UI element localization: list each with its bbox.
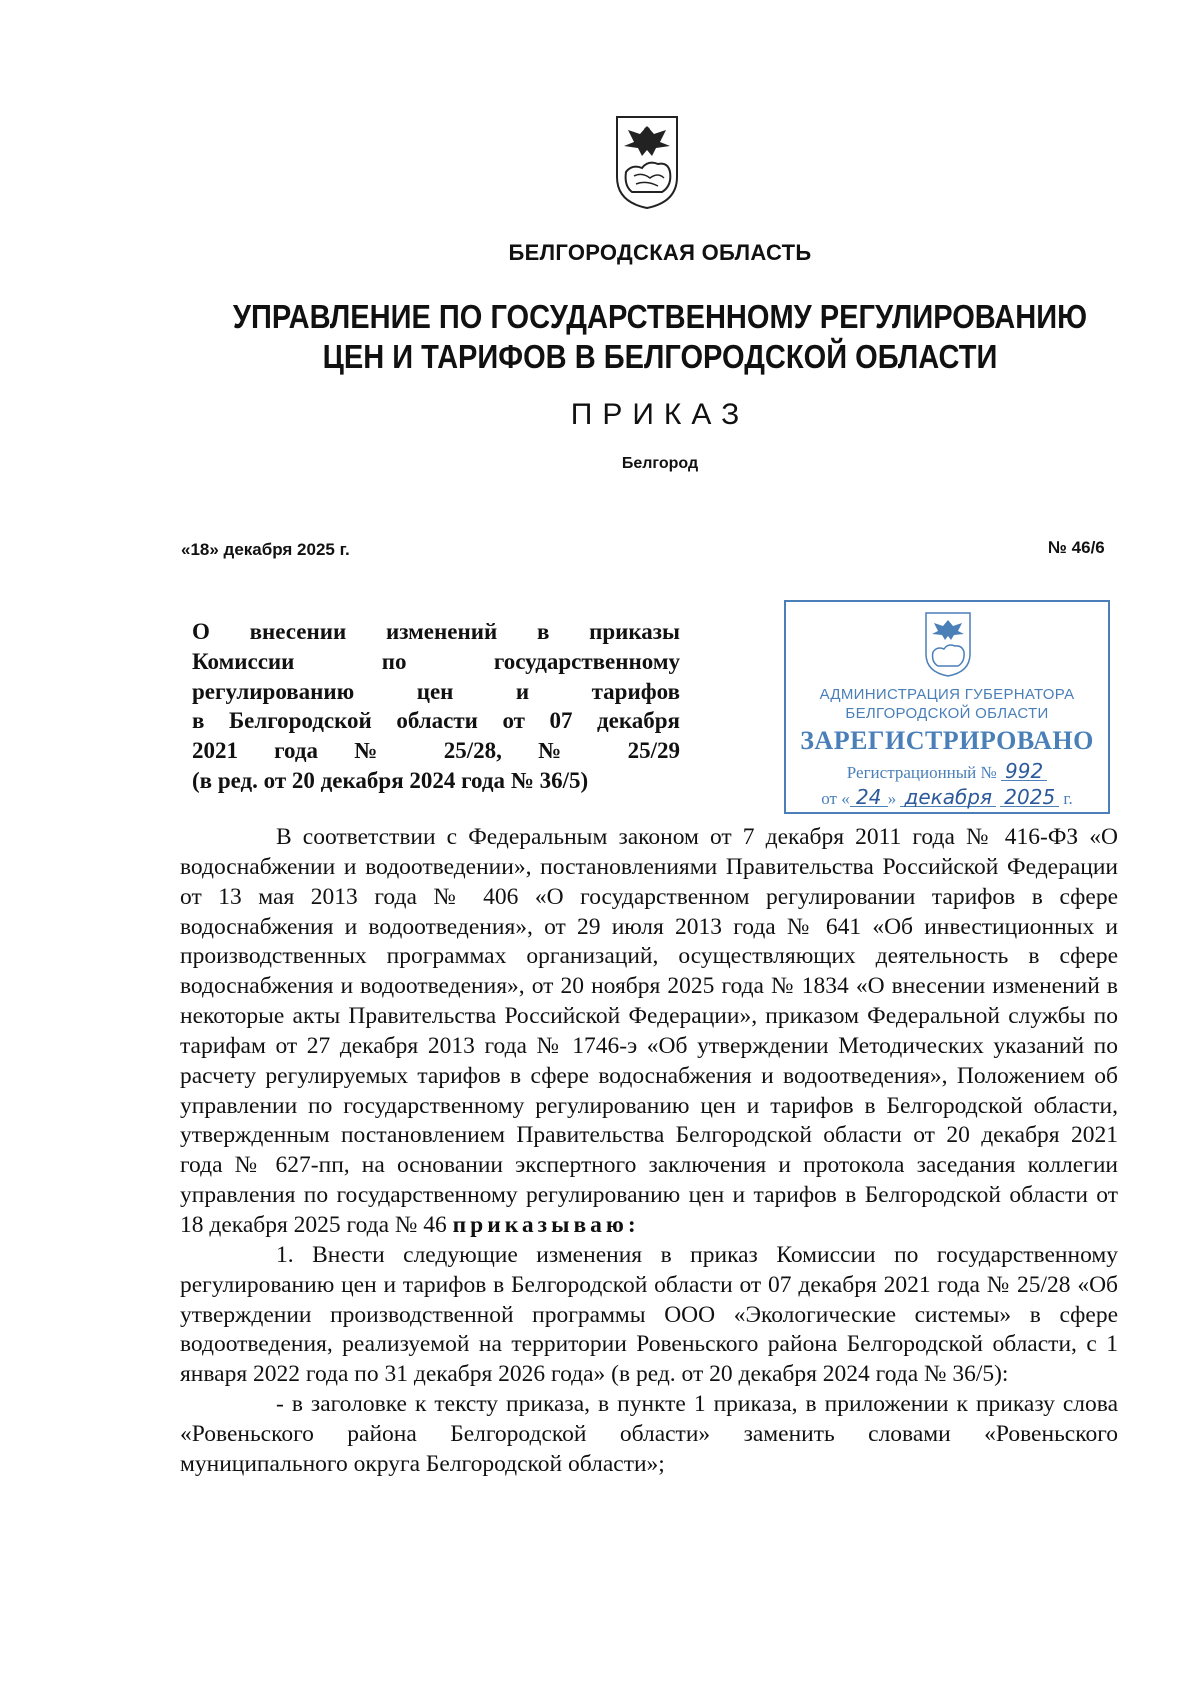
- order-body: [180, 823, 1118, 1480]
- stamp-emblem-icon: [923, 610, 973, 678]
- stamp-date-year: 2025: [1000, 788, 1059, 807]
- stamp-date-month: декабря: [900, 788, 996, 807]
- department-name-line-1: УПРАВЛЕНИЕ ПО ГОСУДАРСТВЕННОМУ РЕГУЛИРОВАНИЮ: [232, 298, 1088, 335]
- document-type-title: ПРИКАЗ: [570, 398, 750, 431]
- order-subject: [192, 617, 680, 796]
- subject-line: Комиссии по государственному: [192, 648, 680, 674]
- stamp-date-day: 24: [850, 788, 888, 807]
- stamp-date-line: [786, 785, 1108, 809]
- subject-line: регулированию цен и тарифов: [192, 678, 680, 704]
- subject-line: (в ред. от 20 декабря 2024 года № 36/5): [192, 767, 589, 793]
- order-number: № 46/6: [1048, 538, 1105, 557]
- order-word: приказываю:: [452, 1211, 640, 1238]
- order-date: «18» декабря 2025 г.: [181, 540, 350, 559]
- stamp-date-suffix: г.: [1063, 789, 1073, 808]
- stamp-date-mid: »: [887, 789, 897, 808]
- preamble-text: В соответствии с Федеральным законом от 7 декабря 2011 года № 416-ФЗ «О водоснабжении и водоотведении», постановлениями Правительства Российской Федерации от 13 мая 2013 года № 406 «О государственном регулировании тарифов в сфере водоснабжения и водоотведения», от 29 июля 2013 года № 641 «Об инвестиционных и производственных программах организаций, осуществляющих деятельность в сфере водоснабжения и водоотведения», от 20 ноября 2025 года № 1834 «О внесении изменений в некоторые акты Правительства Российской Федерации», приказом Федеральной службы по тарифам от 27 декабря 2013 года № 1746-э «Об утверждении Методических указаний по расчету регулируемых тарифов в сфере водоснабжения и водоотведения», Положением об управлении по государственному регулированию цен и тарифов в Белгородской области, утвержденным постановлением Правительства Белгородской области от 20 декабря 2021 года № 627-пп, на основании экспертного заключения и протокола заседания коллегии управления по государственному регулированию цен и тарифов в Белгородской области от 18 декабря 2025 года № 46: [180, 824, 1118, 1238]
- stamp-organization-line-2: БЕЛГОРОДСКОЙ ОБЛАСТИ: [845, 705, 1049, 722]
- subject-line: О внесении изменений в приказы: [192, 619, 680, 644]
- registration-stamp: [784, 600, 1110, 814]
- subject-line: в Белгородской области от 07 декабря: [192, 708, 680, 734]
- preamble-paragraph: [180, 823, 1118, 1241]
- stamp-organization-line-1: АДМИНИСТРАЦИЯ ГУБЕРНАТОРА: [819, 686, 1075, 703]
- region-name: БЕЛГОРОДСКАЯ ОБЛАСТЬ: [508, 240, 812, 265]
- stamp-registration-number-line: [786, 759, 1108, 783]
- order-item-1: 1. Внести следующие изменения в приказ Комиссии по государственному регулированию цен и тарифов в Белгородской области от 07 декабря 2021 года № 25/28 «Об утверждении производственной программы ООО «Экологические системы» в сфере водоотведения, реализуемой на территории Ровеньского района Белгородской области, с 1 января 2022 года по 31 декабря 2026 года» (в ред. от 20 декабря 2024 года № 36/5):: [180, 1241, 1118, 1388]
- stamp-registration-label: Регистрационный №: [846, 763, 997, 782]
- coat-of-arms-emblem: [612, 112, 682, 212]
- subject-line: 2021 года № 25/28, № 25/29: [192, 738, 680, 764]
- stamp-date-prefix: от «: [821, 789, 850, 808]
- stamp-registration-number: 992: [1001, 762, 1047, 781]
- order-item-1-subitem: - в заголовке к тексту приказа, в пункте 1 приказа, в приложении к приказу слова «Ровеньского района Белгородской области» заменить словами «Ровеньского муниципального округа Белгородской области»;: [180, 1391, 1118, 1477]
- department-name-line-2: ЦЕН И ТАРИФОВ В БЕЛГОРОДСКОЙ ОБЛАСТИ: [322, 338, 998, 375]
- city-name: Белгород: [621, 455, 699, 472]
- stamp-status: ЗАРЕГИСТРИРОВАНО: [800, 726, 1094, 755]
